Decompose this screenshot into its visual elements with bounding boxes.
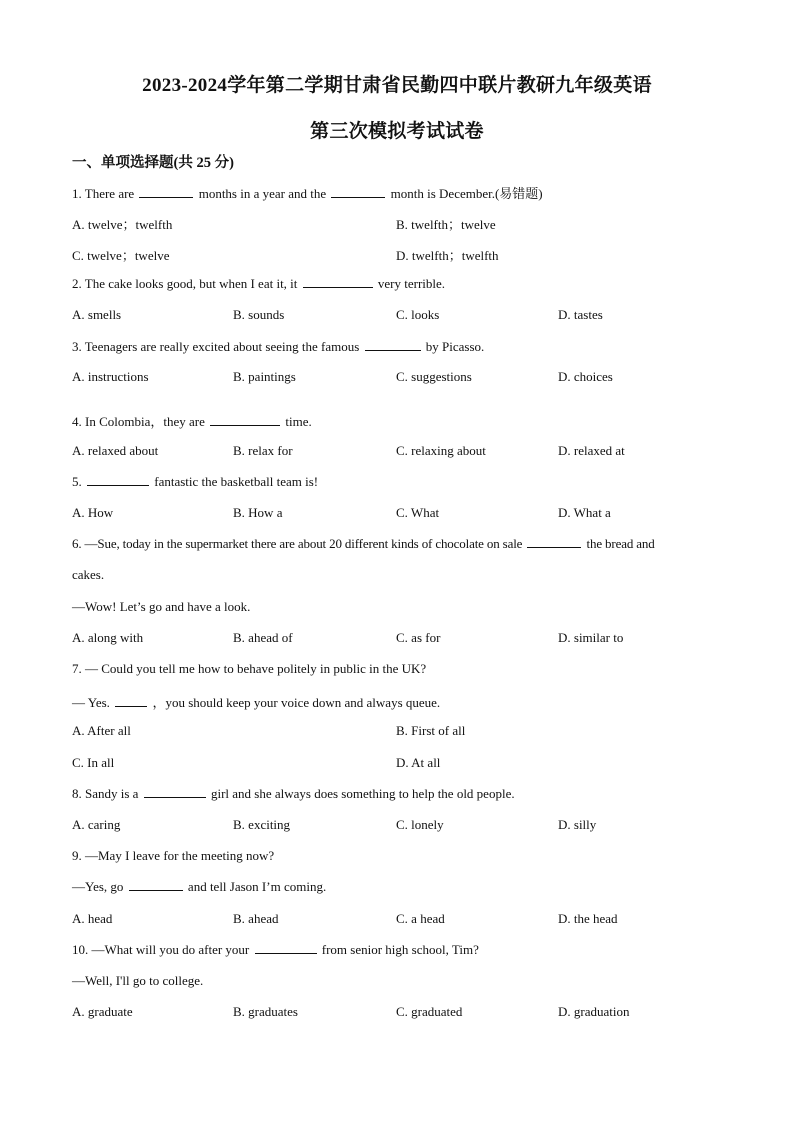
question-9: 9. —May I leave for the meeting now?: [72, 848, 275, 863]
option-d: D. similar to: [558, 630, 624, 645]
option-d: D. tastes: [558, 307, 603, 322]
answer-blank: [365, 339, 421, 351]
question-7: 7. — Could you tell me how to behave politely in public in the UK?: [72, 661, 427, 676]
question-1: 1. There are months in a year and the month is December.(易错题): [72, 186, 543, 201]
question-10: 10. —What will you do after your from senior high school, Tim?: [72, 942, 479, 957]
section-heading: 一、单项选择题(共 25 分): [72, 155, 234, 171]
answer-blank: [331, 186, 385, 198]
option-b: B. First of all: [396, 723, 466, 738]
option-c: C. lonely: [396, 817, 444, 832]
option-d: D. What a: [558, 505, 611, 520]
option-a: A. smells: [72, 307, 122, 322]
option-a: A. instructions: [72, 369, 149, 384]
option-b: B. ahead of: [233, 630, 293, 645]
option-a: A. After all: [72, 723, 131, 738]
option-b: B. paintings: [233, 369, 296, 384]
option-d: D. the head: [558, 911, 618, 926]
question-10-reply: —Well, I'll go to college.: [72, 973, 204, 988]
exam-title-line2: 第三次模拟考试试卷: [310, 121, 484, 142]
option-c: C. as for: [396, 630, 441, 645]
option-a: A. twelve；twelfth: [72, 217, 173, 232]
question-9-reply: —Yes, go and tell Jason I’m coming.: [72, 879, 327, 894]
question-5: 5. fantastic the basketball team is!: [72, 474, 319, 489]
option-d: D. At all: [396, 755, 441, 770]
answer-blank: [139, 186, 193, 198]
option-d: D. graduation: [558, 1004, 630, 1019]
option-a: A. relaxed about: [72, 443, 159, 458]
option-c: C. What: [396, 505, 440, 520]
answer-blank: [255, 942, 317, 954]
option-a: A. caring: [72, 817, 121, 832]
option-c: C. looks: [396, 307, 440, 322]
option-c: C. twelve；twelve: [72, 248, 170, 263]
exam-title-line1: 2023-2024学年第二学期甘肃省民勤四中联片教研九年级英语: [142, 75, 652, 96]
answer-blank: [129, 879, 183, 891]
option-d: D. silly: [558, 817, 597, 832]
option-b: B. How a: [233, 505, 283, 520]
question-6: 6. —Sue, today in the supermarket there are about 20 different kinds of chocolate on sale the bread and: [72, 536, 655, 551]
question-3: 3. Teenagers are really excited about seeing the famous by Picasso.: [72, 339, 485, 354]
answer-blank: [144, 786, 206, 798]
option-c: C. suggestions: [396, 369, 472, 384]
answer-blank: [115, 695, 147, 707]
option-a: A. head: [72, 911, 113, 926]
option-b: B. exciting: [233, 817, 291, 832]
option-b: B. relax for: [233, 443, 293, 458]
option-c: C. a head: [396, 911, 445, 926]
option-d: D. twelfth；twelfth: [396, 248, 499, 263]
option-b: B. sounds: [233, 307, 285, 322]
option-b: B. ahead: [233, 911, 279, 926]
option-d: D. relaxed at: [558, 443, 625, 458]
question-6-continuation: cakes.: [72, 567, 105, 582]
question-6-reply: —Wow! Let’s go and have a look.: [72, 599, 251, 614]
answer-blank: [303, 276, 373, 288]
answer-blank: [87, 474, 149, 486]
answer-blank: [527, 536, 581, 548]
option-c: C. graduated: [396, 1004, 463, 1019]
option-d: D. choices: [558, 369, 613, 384]
option-b: B. graduates: [233, 1004, 298, 1019]
question-2: 2. The cake looks good, but when I eat it, it very terrible.: [72, 276, 446, 291]
option-b: B. twelfth；twelve: [396, 217, 496, 232]
question-7-reply: — Yes. ，you should keep your voice down and always queue.: [72, 695, 441, 710]
option-c: C. relaxing about: [396, 443, 486, 458]
question-8: 8. Sandy is a girl and she always does something to help the old people.: [72, 786, 515, 801]
question-4: 4. In Colombia，they are time.: [72, 414, 312, 429]
answer-blank: [210, 414, 280, 426]
option-a: A. How: [72, 505, 114, 520]
option-c: C. In all: [72, 755, 115, 770]
option-a: A. along with: [72, 630, 144, 645]
option-a: A. graduate: [72, 1004, 133, 1019]
